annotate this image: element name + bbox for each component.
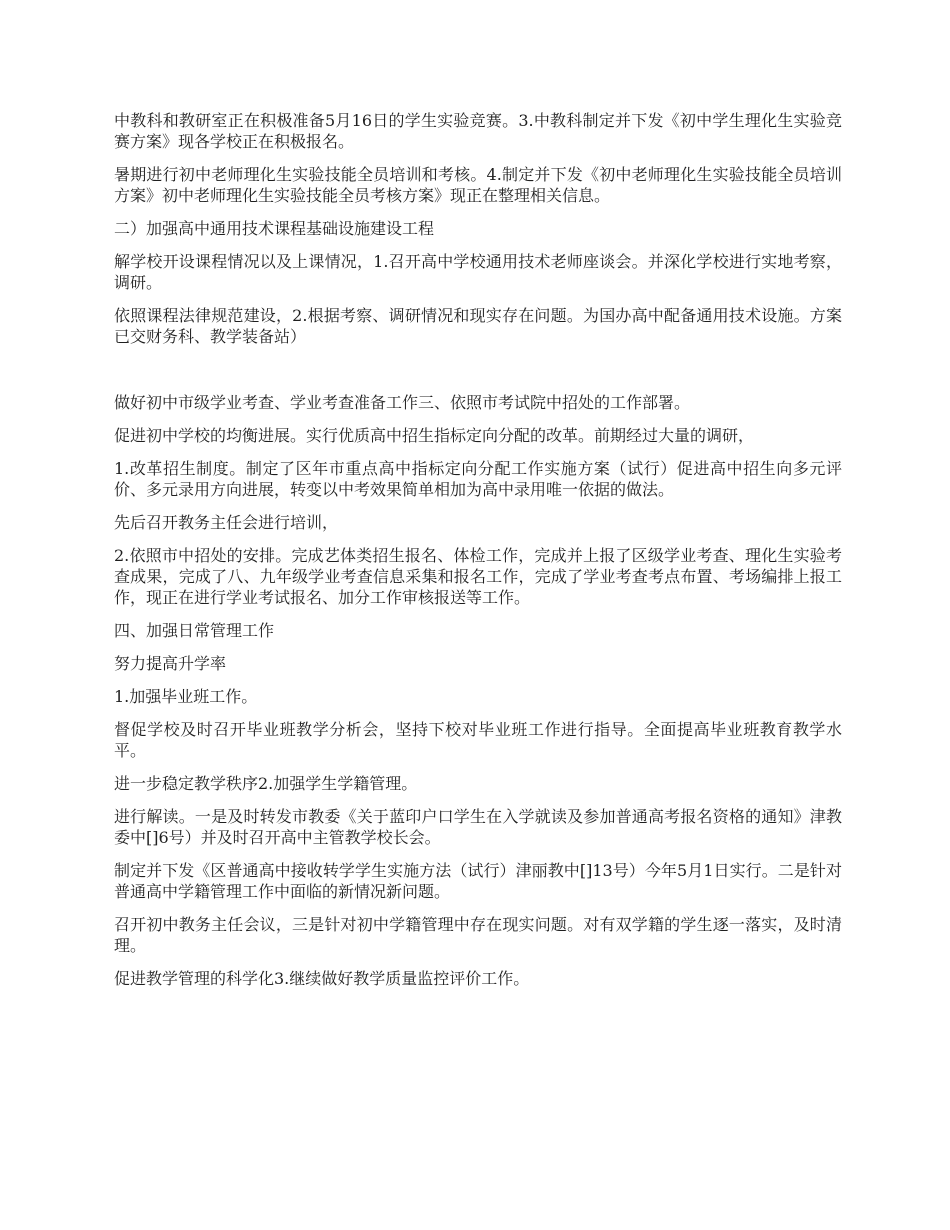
paragraph-2: 暑期进行初中老师理化生实验技能全员培训和考核。4.制定并下发《初中老师理化生实验技能全员培训方案》初中老师理化生实验技能全员考核方案》现正在整理相关信息。 (114, 165, 842, 205)
paragraph-15: 制定并下发《区普通高中接收转学学生实施方法（试行）津丽教中[]13号）今年5月1日实行。二是针对普通高中学籍管理工作中面临的新情况新问题。 (114, 861, 842, 901)
paragraph-14: 进行解读。一是及时转发市教委《关于蓝印户口学生在入学就读及参加普通高考报名资格的通知》津教委中[]6号）并及时召开高中主管教学校长会。 (114, 807, 842, 847)
paragraph-12: 督促学校及时召开毕业班教学分析会，坚持下校对毕业班工作进行指导。全面提高毕业班教育教学水平。 (114, 720, 842, 760)
paragraph-1: 中教科和教研室正在积极准备5月16日的学生实验竞赛。3.中教科制定并下发《初中学生理化生实验竞赛方案》现各学校正在积极报名。 (114, 111, 842, 151)
paragraph-16: 召开初中教务主任会议，三是针对初中学籍管理中存在现实问题。对有双学籍的学生逐一落实，及时清理。 (114, 915, 842, 955)
paragraph-6: 促进初中学校的均衡进展。实行优质高中招生指标定向分配的改革。前期经过大量的调研， (114, 426, 755, 445)
paragraph-8: 先后召开教务主任会进行培训， (114, 513, 339, 532)
document-page (114, 110, 842, 1001)
paragraph-7: 1.改革招生制度。制定了区年市重点高中指标定向分配工作实施方案（试行）促进高中招生向多元评价、多元录用方向进展，转变以中考效果简单相加为高中录用唯一依据的做法。 (114, 459, 842, 499)
paragraph-17: 促进教学管理的科学化3.继续做好教学质量监控评价工作。 (114, 969, 530, 988)
blank-spacer (114, 359, 842, 392)
paragraph-13: 进一步稳定教学秩序2.加强学生学籍管理。 (114, 774, 418, 793)
paragraph-4: 依照课程法律规范建设，2.根据考察、调研情况和现实存在问题。为国办高中配备通用技术设施。方案已交财务科、教学装备站） (114, 306, 842, 346)
paragraph-10: 努力提高升学率 (114, 654, 227, 673)
section-heading-2: 二）加强高中通用技术课程基础设施建设工程 (114, 219, 435, 238)
section-heading-4: 四、加强日常管理工作 (114, 621, 275, 640)
paragraph-3: 解学校开设课程情况以及上课情况，1.召开高中学校通用技术老师座谈会。并深化学校进行实地考察，调研。 (114, 252, 842, 292)
paragraph-5: 做好初中市级学业考查、学业考查准备工作三、依照市考试院中招处的工作部署。 (114, 393, 691, 412)
paragraph-11: 1.加强毕业班工作。 (114, 687, 258, 706)
paragraph-9: 2.依照市中招处的安排。完成艺体类招生报名、体检工作，完成并上报了区级学业考查、理化生实验考查成果，完成了八、九年级学业考查信息采集和报名工作，完成了学业考查考点布置、考场编排上报工作，现正在进行学业考试报名、加分工作审核报送等工作。 (114, 546, 842, 607)
